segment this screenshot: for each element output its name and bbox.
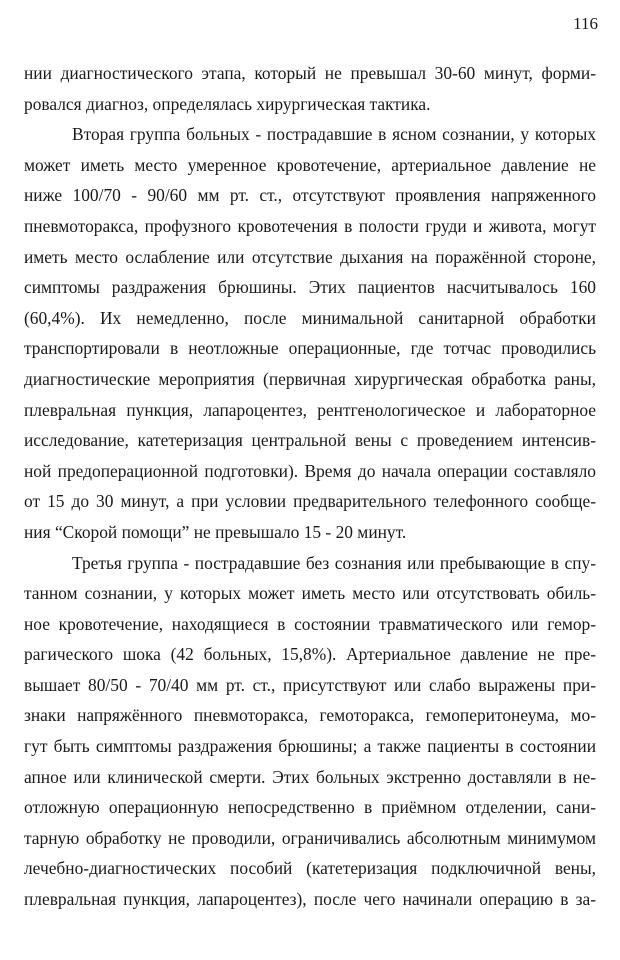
text-line: тарную обработку не проводили, ограничивались абсолютным минимумом: [24, 827, 596, 848]
text-line: плевральная пункция, лапароцентез, рентгенологическое и лабораторное: [24, 399, 596, 420]
text-line: отложную операционную непосредственно в приёмном отделении, сани-: [24, 797, 596, 818]
text-line: (60,4%). Их немедленно, после минимальной санитарной обработки: [24, 307, 596, 328]
paragraph-continuation: [24, 58, 596, 119]
document-body: [24, 58, 596, 915]
text-line: диагностические мероприятия (первичная хирургическая обработка раны,: [24, 368, 596, 389]
text-line: транспортировали в неотложные операционные, где тотчас проводились: [24, 338, 596, 359]
text-line: ное кровотечение, находящиеся в состоянии травматического или гемор-: [24, 613, 596, 634]
page-number: 116: [573, 14, 598, 33]
paragraph-third-group: [24, 548, 596, 915]
text-line: симптомы раздражения брюшины. Этих пациентов насчитывалось 160: [24, 277, 596, 298]
text-line: ниже 100/70 - 90/60 мм рт. ст., отсутствуют проявления напряженного: [24, 185, 596, 206]
text-line: танном сознании, у которых может иметь место или отсутствовать обиль-: [24, 583, 596, 604]
text-line: апное или клинической смерти. Этих больных экстренно доставляли в не-: [24, 766, 596, 787]
text-line: иметь место ослабление или отсутствие дыхания на поражённой стороне,: [24, 246, 596, 267]
text-line: вышает 80/50 - 70/40 мм рт. ст., присутствуют или слабо выражены при-: [24, 674, 596, 695]
text-line: пневмоторакса, профузного кровотечения в полости груди и живота, могут: [24, 215, 596, 236]
text-line: плевральная пункция, лапароцентез), после чего начинали операцию в за-: [24, 889, 596, 910]
text-line: гут быть симптомы раздражения брюшины; а также пациенты в состоянии: [24, 736, 596, 757]
text-line: ной предоперационной подготовки). Время до начала операции составляло: [24, 460, 596, 481]
text-line: от 15 до 30 минут, а при условии предварительного телефонного сообще-: [24, 491, 596, 512]
text-line: знаки напряжённого пневмоторакса, гемоторакса, гемоперитонеума, мо-: [24, 705, 596, 726]
text-line: Третья группа - пострадавшие без сознания или пребывающие в спу-: [72, 552, 596, 573]
text-line: ния “Скорой помощи” не превышало 15 - 20 минут.: [24, 521, 407, 542]
text-line: может иметь место умеренное кровотечение, артериальное давление не: [24, 154, 596, 175]
paragraph-second-group: [24, 119, 596, 547]
text-line: Вторая группа больных - пострадавшие в ясном сознании, у которых: [72, 124, 596, 145]
text-line: лечебно-диагностических пособий (катетеризация подключичной вены,: [24, 858, 596, 879]
text-line: рагического шока (42 больных, 15,8%). Артериальное давление не пре-: [24, 644, 596, 665]
text-line: исследование, катетеризация центральной вены с проведением интенсив-: [24, 430, 596, 451]
text-line: ровался диагноз, определялась хирургическая тактика.: [24, 93, 431, 114]
text-line: нии диагностического этапа, который не превышал 30-60 минут, форми-: [24, 63, 596, 83]
